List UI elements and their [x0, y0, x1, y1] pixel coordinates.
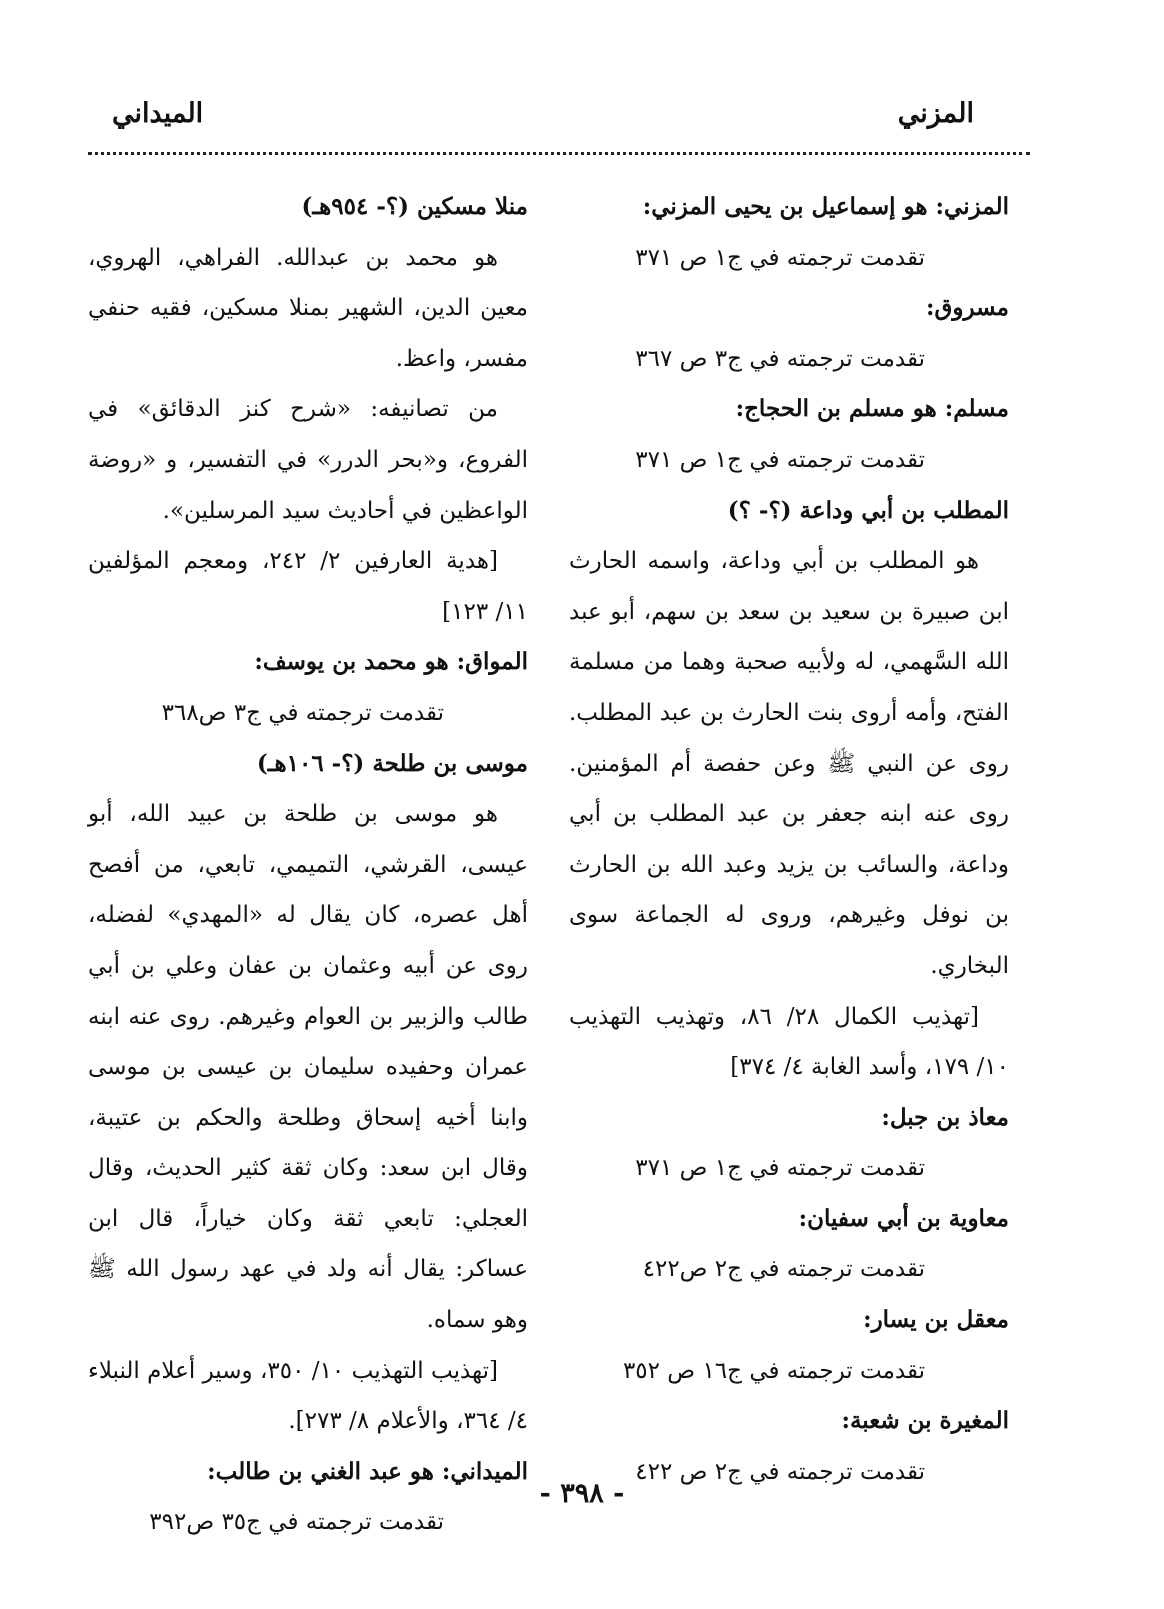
cross-reference: تقدمت ترجمته في ج٣ ص٣٦٨: [161, 699, 444, 726]
entry-heading: المزني: هو إسماعيل بن يحيى المزني:: [642, 193, 1009, 220]
cross-reference: تقدمت ترجمته في ج١ ص ٣٧١: [635, 446, 925, 473]
entry-heading: مسلم: هو مسلم بن الحجاج:: [735, 395, 1009, 423]
entry-heading: معاذ بن جبل:: [881, 1103, 1009, 1131]
entry-heading: المواق: هو محمد بن يوسف:: [254, 648, 528, 676]
entry-heading: موسى بن طلحة (؟- ١٠٦هـ): [256, 749, 528, 777]
citation-paragraph: [تهذيب التهذيب ١٠/ ٣٥٠، وسير أعلام النبلاء ٤/ ٣٦٤، والأعلام ٨/ ٢٧٣].: [88, 1357, 528, 1435]
biography-paragraph: هو موسى بن طلحة بن عبيد الله، أبو عيسى، القرشي، التميمي، تابعي، من أفصح أهل عصره، كان يقال له «المهدي» لفضله، روى عن أبيه وعثمان بن عفان وعلي بن أبي طالب والزبير بن العوام وغيرهم. روى عنه ابنه عمران وحفيده سليمان بن عيسى بن موسى وابنا أخيه إسحاق وطلحة والحكم بن عتيبة، وقال ابن سعد: وكان ثقة كثير الحديث، وقال العجلي: تابعي ثقة وكان خياراً، قال ابن عساكر: يقال أنه ولد في عهد رسول الله ﷺ وهو سماه.: [88, 801, 528, 1334]
page-number: - ٣٩٨ -: [539, 1478, 625, 1509]
running-header-left: الميداني: [112, 98, 204, 129]
entry-heading: معاوية بن أبي سفيان:: [798, 1204, 1009, 1232]
biography-paragraph: هو المطلب بن أبي وداعة، واسمه الحارث ابن صبيرة بن سعيد بن سعد بن سهم، أبو عبد الله السَّهمي، له ولأبيه صحبة وهما من مسلمة الفتح، وأمه أروى بنت الحارث بن عبد المطلب. روى عن النبي ﷺ وعن حفصة أم المؤمنين. روى عنه ابنه جعفر بن عبد المطلب بن أبي وداعة، والسائب بن يزيد وعبد الله بن الحارث بن نوفل وغيرهم، وروى له الجماعة سوى البخاري.: [569, 548, 1009, 979]
entry-heading: المطلب بن أبي وداعة (؟- ؟): [727, 496, 1009, 524]
citation-paragraph: [تهذيب الكمال ٢٨/ ٨٦، وتهذيب التهذيب ١٠/ ١٧٩، وأسد الغابة ٤/ ٣٧٤]: [569, 1003, 1009, 1081]
cross-reference: تقدمت ترجمته في ج١٦ ص ٣٥٢: [622, 1357, 925, 1384]
entry-heading: الميداني: هو عبد الغني بن طالب:: [207, 1457, 528, 1485]
right-column: [569, 182, 1009, 1497]
entry-heading: معقل بن يسار:: [863, 1306, 1009, 1334]
works-paragraph: من تصانيفه: «شرح كنز الدقائق» في الفروع، و«بحر الدرر» في التفسير، و «روضة الواعظين في أحاديث سيد المرسلين».: [88, 396, 528, 524]
citation-paragraph: [هدية العارفين ٢/ ٢٤٢، ومعجم المؤلفين ١١/ ١٢٣]: [88, 548, 528, 625]
header-dotted-divider: [88, 152, 1030, 155]
left-column: [88, 182, 528, 1548]
cross-reference: تقدمت ترجمته في ج٢ ص٤٢٢: [642, 1256, 925, 1283]
entry-heading: المغيرة بن شعبة:: [841, 1407, 1009, 1435]
entry-heading: مسروق:: [926, 294, 1009, 322]
biography-paragraph: هو محمد بن عبدالله. الفراهي، الهروي، معين الدين، الشهير بمنلا مسكين، فقيه حنفي مفسر، واعظ.: [88, 244, 528, 372]
entry-heading: منلا مسكين (؟- ٩٥٤هـ): [301, 193, 528, 220]
cross-reference: تقدمت ترجمته في ج٢ ص ٤٢٢: [635, 1458, 925, 1485]
cross-reference: تقدمت ترجمته في ج٣٥ ص٣٩٢: [149, 1509, 444, 1536]
running-header-right: المزني: [897, 98, 974, 129]
cross-reference: تقدمت ترجمته في ج٣ ص ٣٦٧: [635, 345, 925, 372]
cross-reference: تقدمت ترجمته في ج١ ص ٣٧١: [635, 1155, 925, 1182]
cross-reference: تقدمت ترجمته في ج١ ص ٣٧١: [635, 244, 925, 271]
